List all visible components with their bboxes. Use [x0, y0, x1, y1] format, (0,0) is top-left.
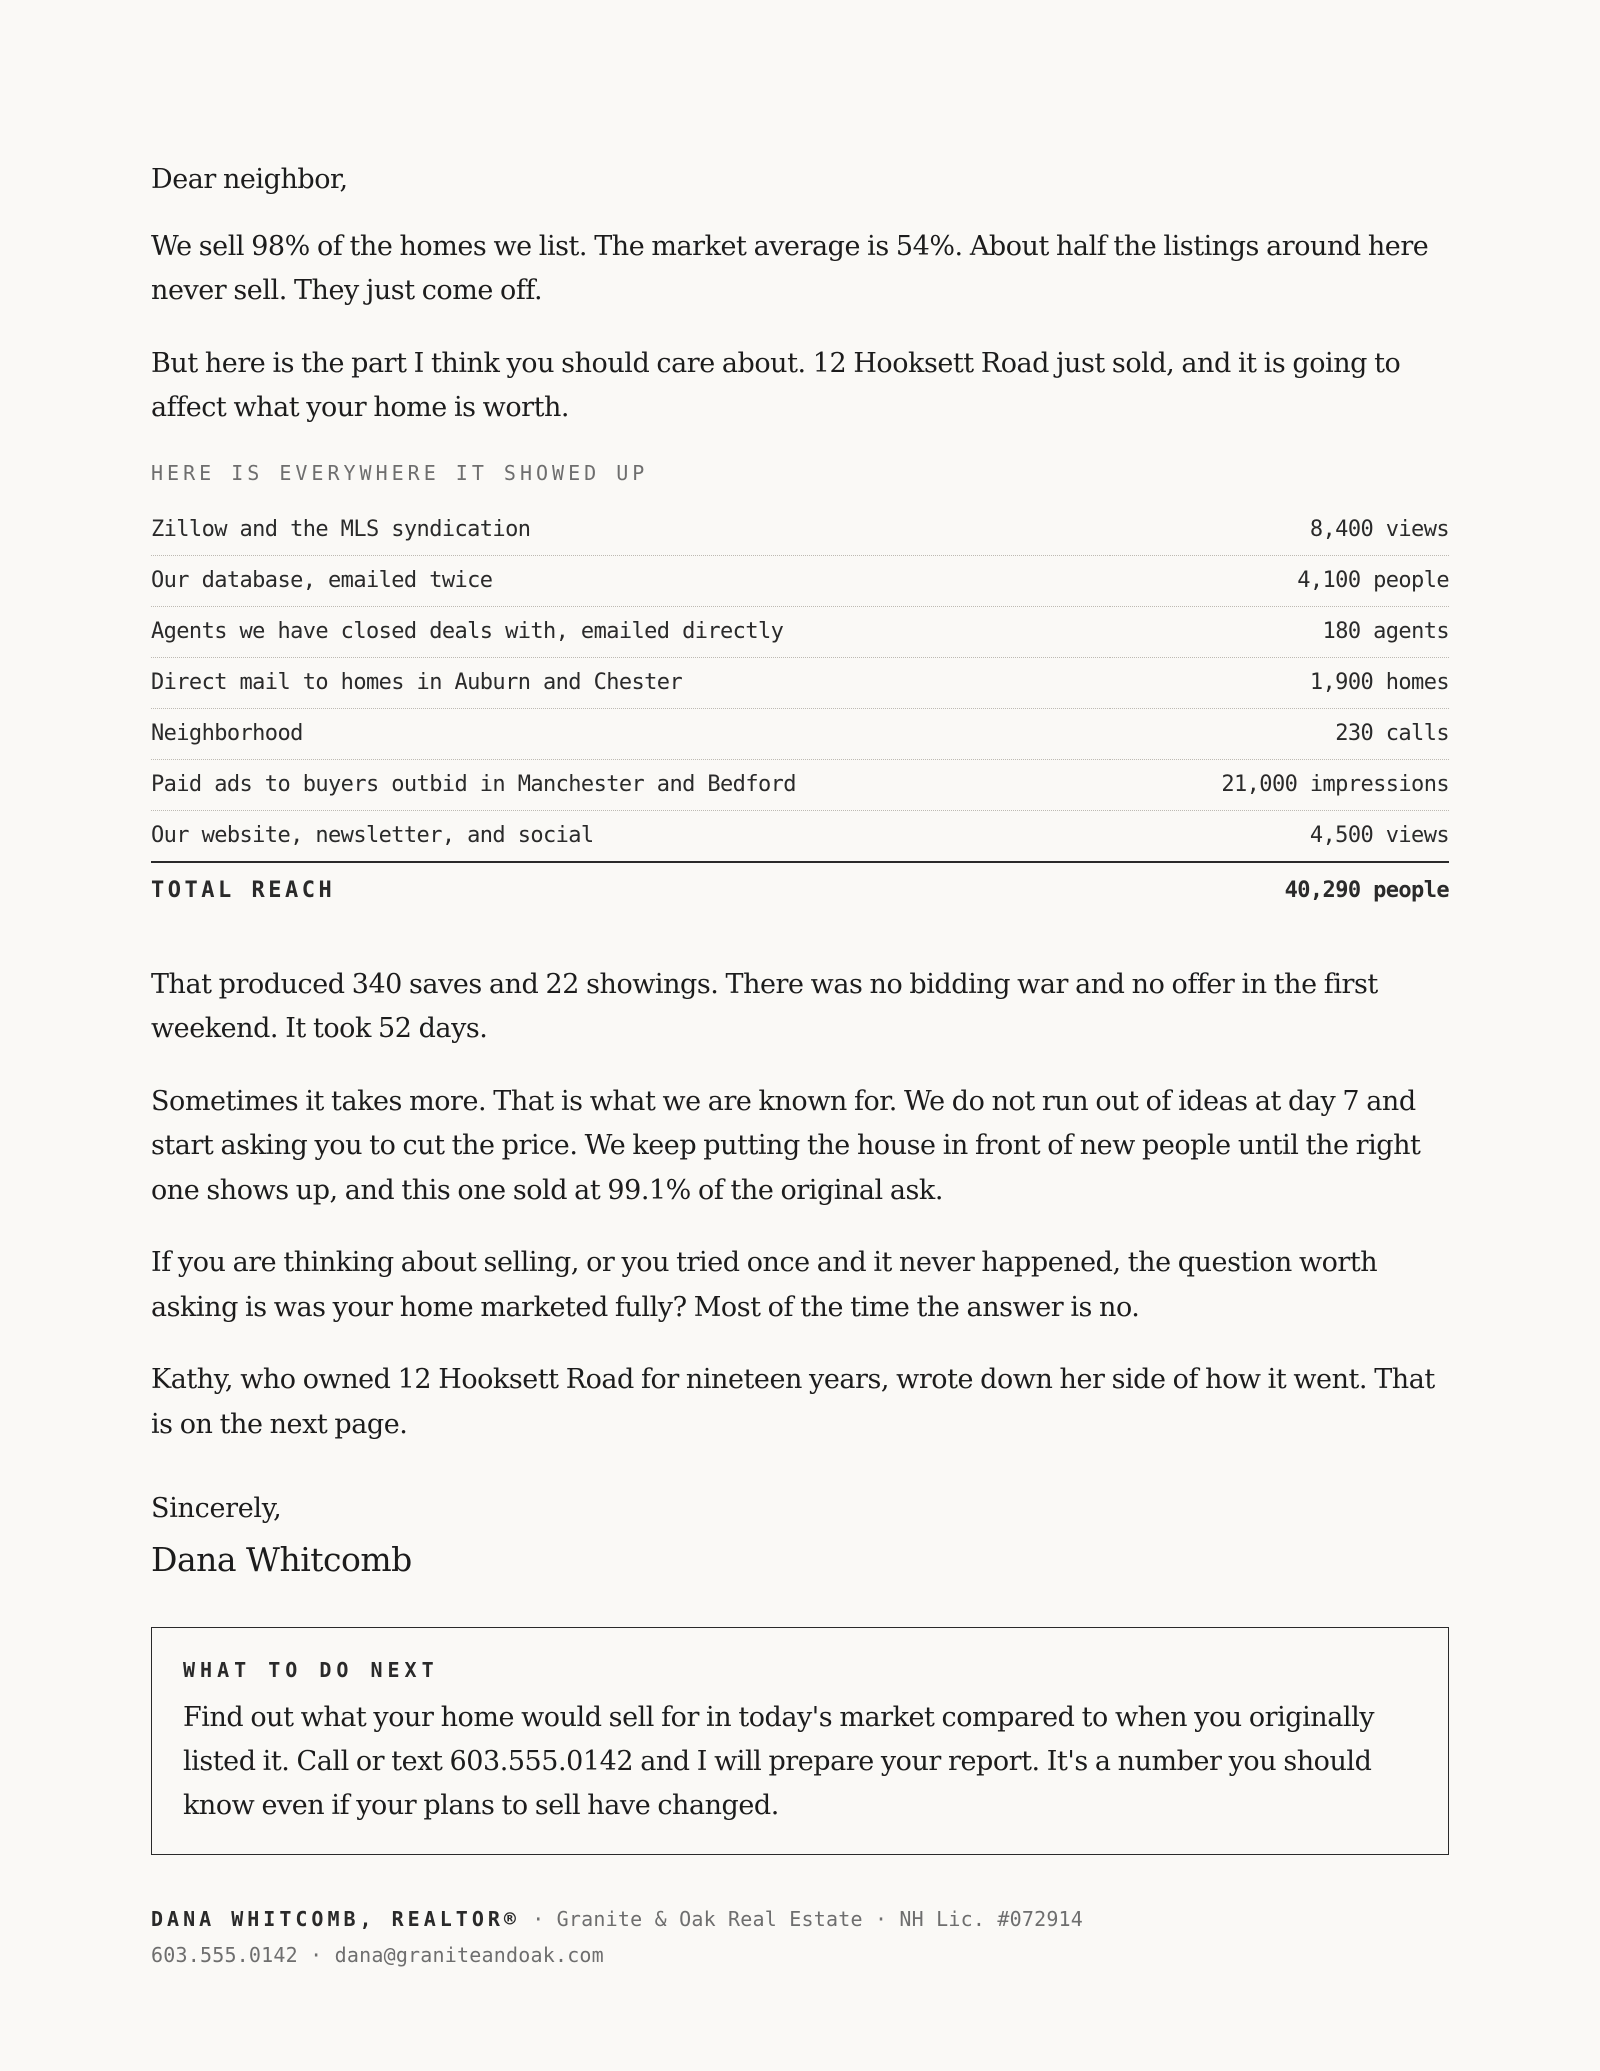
footer-line-1 — [151, 1901, 1449, 1937]
signoff: Sincerely, — [151, 1493, 282, 1524]
body-paragraph-4: Kathy, who owned 12 Hooksett Road for nineteen years, wrote down her side of how it went. That is on the next page. — [151, 1364, 1435, 1440]
body-paragraph-3: If you are thinking about selling, or you tried once and it never happened, the question worth asking is was your home marketed fully? Most of the time the answer is no. — [151, 1247, 1378, 1323]
reach-row-label: Direct mail to homes in Auburn and Chester — [151, 657, 1110, 708]
footer-brokerage: · Granite & Oak Real Estate · NH Lic. #072914 — [519, 1907, 1084, 1931]
cta-label: WHAT TO DO NEXT — [183, 1658, 439, 1682]
table-row — [151, 708, 1449, 759]
footer — [151, 1901, 1449, 1973]
reach-row-value: 230 calls — [1110, 708, 1449, 759]
total-row — [151, 862, 1449, 919]
reach-row-value: 4,500 views — [1110, 810, 1449, 862]
cta-text: Find out what your home would sell for in today's market compared to when you originally listed it. Call or text 603.555.0142 and I will prepare your report. It's a number you should know even if your plans to sell have changed. — [183, 1702, 1375, 1821]
greeting: Dear neighbor, — [151, 164, 348, 195]
body-paragraph-1: That produced 340 saves and 22 showings. There was no bidding war and no offer in the first weekend. It took 52 days. — [151, 968, 1378, 1044]
reach-row-value: 21,000 impressions — [1110, 759, 1449, 810]
intro-paragraph-1: We sell 98% of the homes we list. The market average is 54%. About half the listings around here never sell. They just come off. — [151, 230, 1429, 306]
total-label: TOTAL REACH — [151, 878, 336, 903]
table-row — [151, 759, 1449, 810]
reach-row-value: 1,900 homes — [1110, 657, 1449, 708]
reach-table — [151, 505, 1449, 919]
footer-contact: 603.555.0142 · dana@graniteandoak.com — [151, 1943, 604, 1967]
table-row — [151, 606, 1449, 657]
reach-heading: HERE IS EVERYWHERE IT SHOWED UP — [151, 460, 649, 485]
footer-agent-name: DANA WHITCOMB, REALTOR® — [151, 1907, 520, 1931]
reach-row-label: Paid ads to buyers outbid in Manchester and Bedford — [151, 759, 1110, 810]
signature: Dana Whitcomb — [151, 1540, 412, 1579]
letter-page — [151, 158, 1449, 1973]
table-row — [151, 810, 1449, 862]
reach-row-label: Our website, newsletter, and social — [151, 810, 1110, 862]
intro-paragraph-2: But here is the part I think you should care about. 12 Hooksett Road just sold, and it is going to affect what your home is worth. — [151, 347, 1401, 423]
reach-row-value: 8,400 views — [1110, 505, 1449, 556]
body-section — [151, 963, 1449, 1448]
table-row — [151, 555, 1449, 606]
reach-row-value: 180 agents — [1110, 606, 1449, 657]
total-value: 40,290 people — [1284, 878, 1449, 903]
reach-row-label: Our database, emailed twice — [151, 555, 1110, 606]
reach-row-label: Agents we have closed deals with, emailed directly — [151, 606, 1110, 657]
reach-row-label: Zillow and the MLS syndication — [151, 505, 1110, 556]
reach-row-value: 4,100 people — [1110, 555, 1449, 606]
call-to-action-box — [151, 1627, 1449, 1855]
table-row — [151, 657, 1449, 708]
table-row — [151, 505, 1449, 556]
reach-row-label: Neighborhood — [151, 708, 1110, 759]
body-paragraph-2: Sometimes it takes more. That is what we are known for. We do not run out of ideas at day 7 and start asking you to cut the price. We keep putting the house in front of new people until the right one shows up, and this one sold at 99.1% of the original ask. — [151, 1085, 1421, 1206]
